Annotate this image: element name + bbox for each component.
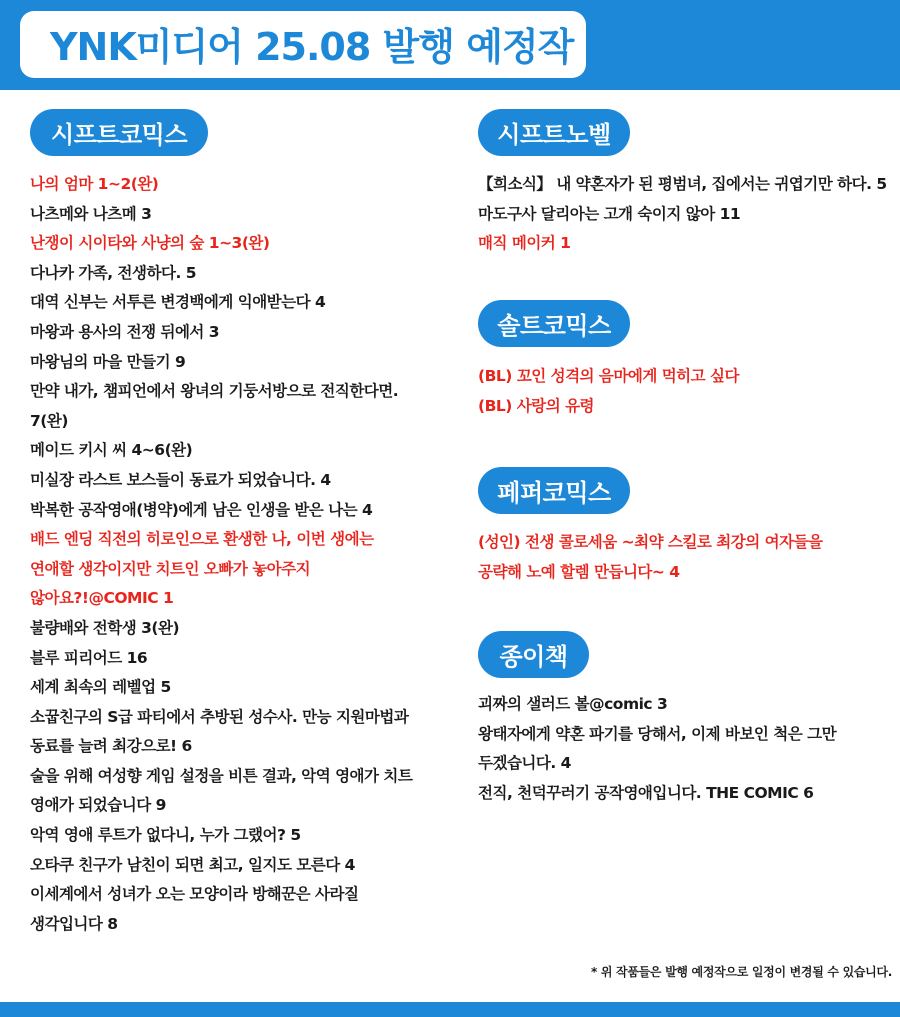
list-item: 나츠메와 나츠메 3 [30,204,152,223]
list-item: 7(완) [30,411,68,430]
list-item: 불량배와 전학생 3(완) [30,618,180,637]
title-box [20,11,586,78]
list-item: 두겠습니다. 4 [478,754,571,773]
list-item: 생각입니다 8 [30,914,118,933]
list-item: 대역 신부는 서투른 변경백에게 익애받는다 4 [30,293,326,312]
list-item: 매직 메이커 1 [478,234,571,253]
list-item: 전직, 천덕꾸러기 공작영애입니다. THE COMIC 6 [478,783,814,802]
list-item: 나의 엄마 1~2(완) [30,175,159,193]
list-item: 동료를 늘려 최강으로! 6 [30,737,192,756]
list-item: 마도구사 달리아는 고개 숙이지 않아 11 [478,204,741,223]
list-item: 【희소식】 내 약혼자가 된 평범녀, 집에서는 귀엽기만 하다. 5 [478,175,887,193]
sift-novel-list [478,170,887,259]
list-item: 난쟁이 시이타와 사냥의 숲 1~3(완) [30,234,270,253]
list-item: 배드 엔딩 직전의 히로인으로 환생한 나, 이번 생에는 [30,530,374,549]
list-item: 괴짜의 샐러드 볼@comic 3 [478,695,668,713]
footer-band [0,1002,900,1017]
list-item: 오타쿠 친구가 남친이 되면 최고, 일지도 모른다 4 [30,855,355,874]
list-item: 박복한 공작영애(병약)에게 남은 인생을 받은 나는 4 [30,500,373,519]
section-header-sift-novel: 시프트노벨 [478,109,630,156]
pepper-comics-list [478,528,823,587]
list-item: 미실장 라스트 보스들이 동료가 되었습니다. 4 [30,470,331,489]
section-header-paper-book: 종이책 [478,631,589,678]
list-item: 마왕님의 마을 만들기 9 [30,352,186,371]
list-item: 이세계에서 성녀가 오는 모양이라 방해꾼은 사라질 [30,885,359,904]
list-item: 영애가 되었습니다 9 [30,796,166,815]
list-item: 블루 피리어드 16 [30,648,148,667]
list-item: 연애할 생각이지만 치트인 오빠가 놓아주지 [30,559,311,578]
section-header-sift-comics: 시프트코믹스 [30,109,208,156]
list-item: 공략해 노예 할렘 만듭니다~ 4 [478,562,680,581]
list-item: 않아요?!@COMIC 1 [30,589,174,608]
schedule-notice: * 위 작품들은 발행 예정작으로 일정이 변경될 수 있습니다. [591,965,892,979]
list-item: 세계 최속의 레벨업 5 [30,678,171,697]
section-header-salt-comics: 솔트코믹스 [478,300,630,347]
list-item: 소꿉친구의 S급 파티에서 추방된 성수사. 만능 지원마법과 [30,707,409,726]
section-header-pepper-comics: 페퍼코믹스 [478,467,630,514]
list-item: 다나카 가족, 전생하다. 5 [30,263,197,282]
list-item: (BL) 사랑의 유령 [478,396,595,415]
paper-book-list [478,690,836,808]
salt-comics-list [478,362,739,421]
list-item: 마왕과 용사의 전쟁 뒤에서 3 [30,322,220,341]
list-item: (성인) 전생 콜로세움 ~최약 스킬로 최강의 여자들을 [478,533,823,551]
list-item: 만약 내가, 챔피언에서 왕녀의 기둥서방으로 전직한다면. [30,382,399,401]
list-item: 왕태자에게 약혼 파기를 당해서, 이제 바보인 척은 그만 [478,724,837,743]
list-item: (BL) 꼬인 성격의 음마에게 먹히고 싶다 [478,367,739,385]
list-item: 술을 위해 여성향 게임 설정을 비튼 결과, 악역 영애가 치트 [30,766,413,785]
list-item: 메이드 키시 씨 4~6(완) [30,441,193,460]
page-title: YNK미디어 25.08 발행 예정작 [50,25,574,69]
list-item: 악역 영애 루트가 없다니, 누가 그랬어? 5 [30,826,301,845]
sift-comics-list [30,170,412,939]
